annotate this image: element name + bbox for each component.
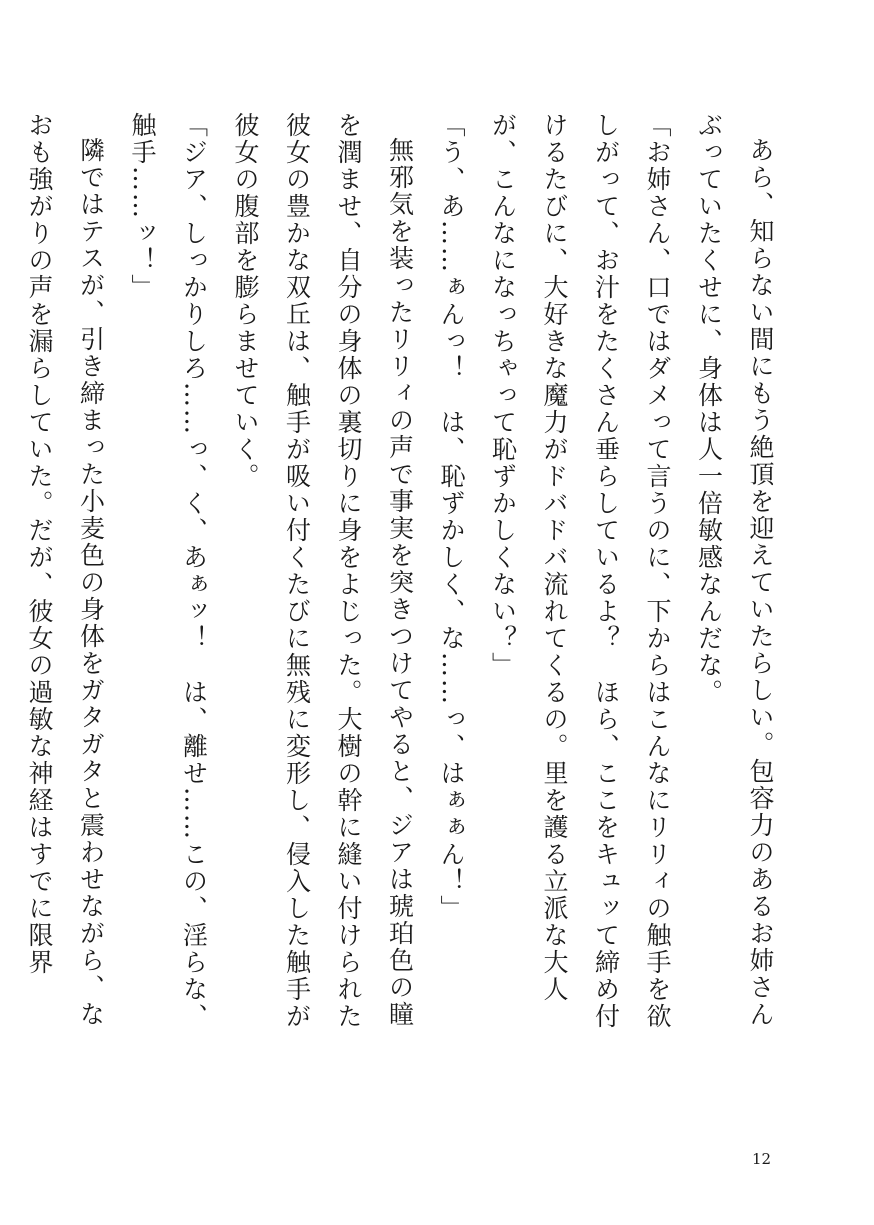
paragraph-3: 「う、あ……ぁんっ！ は、恥ずかしく、な……っ、はぁぁん！」 xyxy=(437,112,466,922)
paragraph-6: 隣ではテスが、引き締まった小麦色の身体をガタガタと震わせながら、なおも強がりの声を漏らしていた。だが、彼女の過敏な神経はすでに限界 xyxy=(25,112,106,1028)
paragraph-4: 無邪気を装ったリリィの声で事実を突きつけてやると、ジアは琥珀色の瞳を潤ませ、自分の身体の裏切りに身をよじった。大樹の幹に縫い付けられた彼女の豊かな双丘は、触手が吸い付くたびに無残に変形し、侵入した触手が彼女の腹部を膨らませていく。 xyxy=(231,112,415,1030)
paragraph-1: あら、知らない間にもう絶頂を迎えていたらしい。包容力のあるお姉さんぶっていたくせに、身体は人一倍敏感なんだな。 xyxy=(694,112,775,1028)
page-number: 12 xyxy=(752,1150,772,1168)
paragraph-2: 「お姉さん、口ではダメって言うのに、下からはこんなにリリィの触手を欲しがって、お汁をたくさん垂らしているよ？ ほら、ここをキュッて締め付けるたびに、大好きな魔力がドバドバ流れてくるの。里を護る立派な大人が、こんなになっちゃって恥ずかしくない？」 xyxy=(488,112,672,1030)
body-text xyxy=(14,112,787,1032)
paragraph-5: 「ジア、しっかりしろ……っ、く、あぁッ！ は、離せ……この、淫らな、触手……ッ！」 xyxy=(128,112,209,1030)
